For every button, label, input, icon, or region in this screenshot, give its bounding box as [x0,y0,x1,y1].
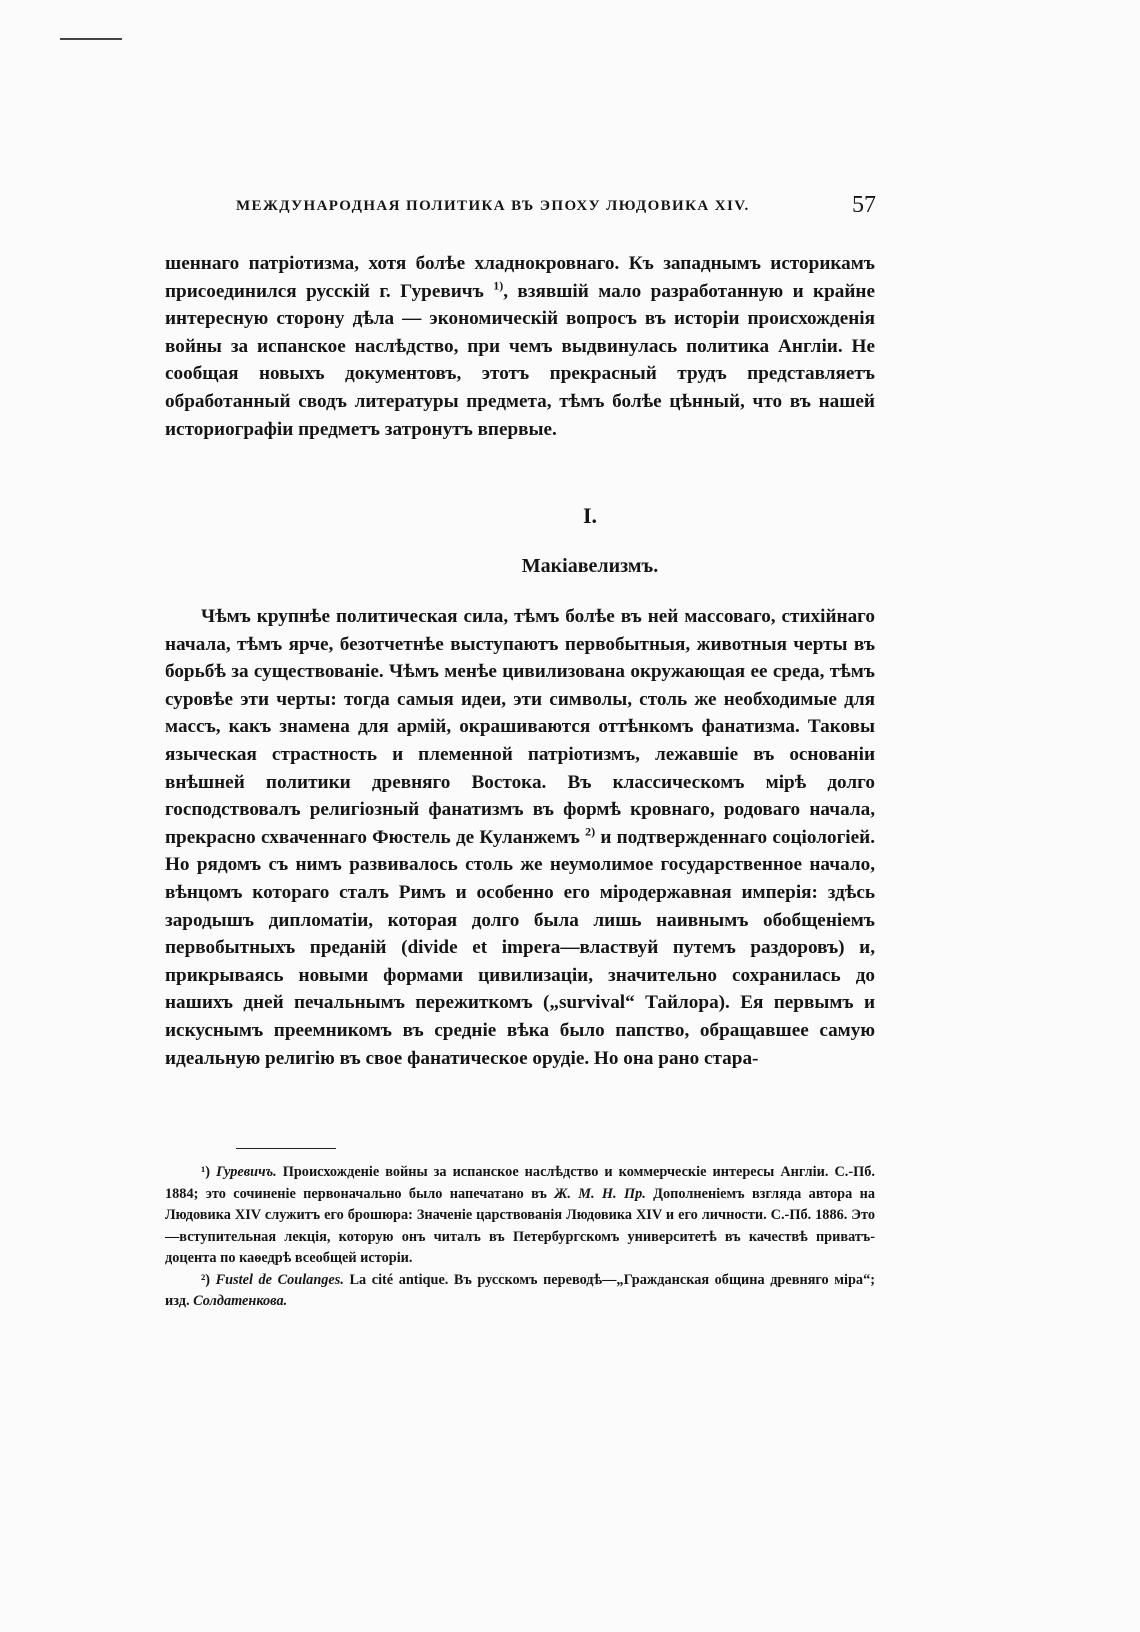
section-number: I. [582,503,598,528]
footnote-2 [165,1270,875,1313]
top-edge-rule [60,38,122,40]
footnote-ref-2: 2) [585,824,596,839]
main-paragraph [165,603,875,1072]
intro-text-2: , взявшій мало разработанную и крайне интересную сторону дѣла — экономическій вопросъ въ исторіи происхожденія войны за испанское наслѣдство, при чемъ выдвинулась политика Англіи. Не сообщая новыхъ документовъ, этотъ прекрасный трудъ представляетъ обработанный сводъ литературы предмета, тѣмъ болѣе цѣнный, что въ нашей историографіи предметъ затронутъ впервые. [165,280,875,440]
running-title: МЕЖДУНАРОДНАЯ ПОЛИТИКА ВЪ ЭПОХУ ЛЮДОВИКА XIV. [236,198,750,214]
intro-text-1: шеннаго патріотизма, хотя болѣе хладнокровнаго. Къ западнымъ историкамъ присоединился русскій г. Гуревичъ [165,253,875,302]
footnote-separator [236,1148,336,1149]
footnote-1-journal: Ж. М. Н. Пр. [554,1185,646,1202]
footnotes [165,1162,875,1313]
running-header [236,192,876,218]
footnote-2-publisher: Солдатенкова. [193,1293,288,1309]
footnote-2-mark: ²) [201,1271,211,1288]
footnote-2-text-1: La cité antique. Въ русскомъ переводѣ—„Гражданская община древняго міра“; изд. [165,1271,875,1309]
footnote-1-text-2: Дополненіемъ взгляда автора на Людовика XIV служитъ его брошюра: Значеніе царствованія Людовика XIV и его личности. С.-Пб. 1886. Это—вступительная лекція, которую онъ читалъ въ Петербургскомъ университетѣ въ качествѣ приватъ-доцента по каѳедрѣ всеобщей исторіи. [165,1185,876,1266]
footnote-ref-1: 1) [493,278,504,293]
footnote-2-author: Fustel de Coulanges. [215,1271,344,1288]
main-text-1: Чѣмъ крупнѣе политическая сила, тѣмъ болѣе въ ней массоваго, стихійнаго начала, тѣмъ ярче, безотчетнѣе выступаютъ первобытныя, животныя черты въ борьбѣ за существованіе. Чѣмъ менѣе цивилизована окружающая ее среда, тѣмъ суровѣе эти черты: тогда самыя идеи, эти символы, столь же необходимые для массъ, какъ знамена для армій, окрашиваются оттѣнкомъ фанатизма. Таковы языческая страстность и племенной патріотизмъ, лежавшіе въ основаніи внѣшней политики древняго Востока. Въ классическомъ мірѣ долго господствовалъ религіозный фанатизмъ въ формѣ кровнаго, родоваго начала, прекрасно схваченнаго Фюстель де Куланжемъ [165,606,875,848]
intro-paragraph [165,250,875,443]
main-text-2: и подтвержденнаго соціологіей. Но рядомъ съ нимъ развивалось столь же неумолимое государственное начало, вѣнцомъ котораго сталъ Римъ и особенно его міродержавная имперія: здѣсь зародышъ дипломатіи, которая долго была лишь наивнымъ обобщеніемъ первобытныхъ преданій (divide et impera—властвуй путемъ раздоровъ) и, прикрываясь новыми формами цивилизаціи, значительно сохранилась до нашихъ дней печальнымъ пережиткомъ („survival“ Тайлора). Ея первымъ и искуснымъ преемникомъ въ средніе вѣка было папство, обращавшее самую идеальную религію въ свое фанатическое орудіе. Но она рано стара- [165,826,875,1069]
footnote-1-author: Гуревичъ. [216,1164,277,1180]
page-number: 57 [852,192,876,218]
footnote-1-mark: ¹) [201,1164,211,1180]
footnote-1-text-1: Происхожденіе войны за испанское наслѣдство и коммерческіе интересы Англіи. С.-Пб. 1884; это сочиненіе первоначально было напечатано въ [165,1164,875,1202]
section-title: Макіавелизмъ. [521,555,659,577]
footnote-1 [165,1162,875,1270]
